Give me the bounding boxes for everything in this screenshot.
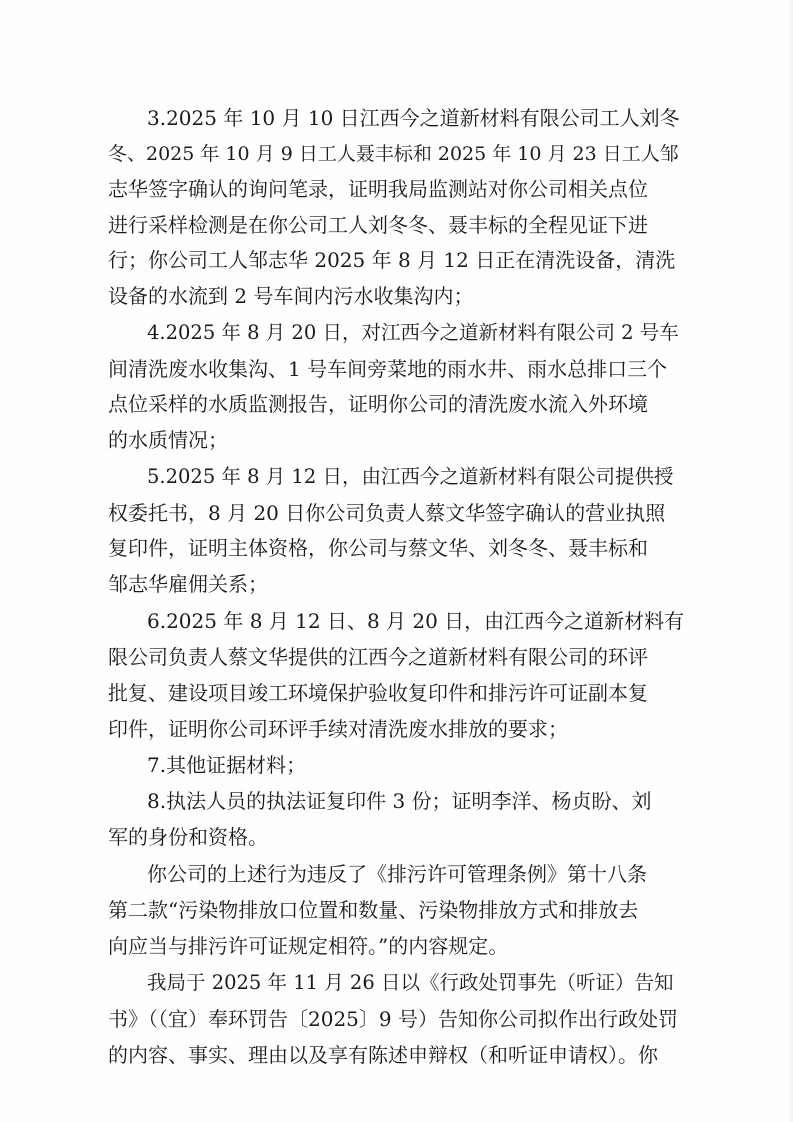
text-line: 向应当与排污许可证规定相符。”的内容规定。 [108, 934, 509, 958]
text-line: 第二款“污染物排放口位置和数量、污染物排放方式和排放去 [108, 898, 639, 922]
text-line: 书》（（宜）奉环罚告〔2025〕9 号）告知你公司拟作出行政处罚 [108, 1007, 678, 1031]
text-line: 邹志华雇佣关系； [108, 572, 268, 596]
text-line: 进行采样检测是在你公司工人刘冬冬、聂丰标的全程见证下进 [108, 213, 648, 237]
text-line: 复印件，证明主体资格，你公司与蔡文华、刘冬冬、聂丰标和 [108, 536, 648, 560]
text-line: 8.执法人员的执法证复印件 3 份；证明李洋、杨贞盼、刘 [147, 789, 652, 813]
text-line: 行；你公司工人邹志华 2025 年 8 月 12 日正在清洗设备，清洗 [108, 248, 676, 272]
text-line: 你公司的上述行为违反了《排污许可管理条例》第十八条 [147, 862, 647, 886]
text-line: 3.2025 年 10 月 10 日江西今之道新材料有限公司工人刘冬 [147, 106, 680, 130]
text-line: 冬、2025 年 10 月 9 日工人聂丰标和 2025 年 10 月 23 日工人邹 [108, 143, 679, 165]
text-line: 7.其他证据材料； [147, 753, 307, 777]
text-line: 5.2025 年 8 月 12 日，由江西今之道新材料有限公司提供授 [147, 465, 674, 488]
text-line: 的水质情况； [108, 428, 228, 452]
text-line: 设备的水流到 2 号车间内污水收集沟内； [108, 284, 474, 308]
text-line: 印件，证明你公司环评手续对清洗废水排放的要求； [108, 717, 568, 741]
text-line: 我局于 2025 年 11 月 26 日以《行政处罚事先（听证）告知 [147, 971, 674, 994]
text-line: 志华签字确认的询问笔录，证明我局监测站对你公司相关点位 [108, 177, 648, 201]
text-line: 4.2025 年 8 月 20 日，对江西今之道新材料有限公司 2 号车 [147, 321, 679, 344]
text-line: 6.2025 年 8 月 12 日、8 月 20 日，由江西今之道新材料有 [147, 609, 685, 633]
text-line: 的内容、事实、理由以及享有陈述申辩权（和听证申请权）。你 [108, 1043, 658, 1067]
text-line: 限公司负责人蔡文华提供的江西今之道新材料有限公司的环评 [108, 645, 648, 669]
text-line: 点位采样的水质监测报告，证明你公司的清洗废水流入外环境 [108, 392, 648, 416]
text-line: 批复、建设项目竣工环境保护验收复印件和排污许可证副本复 [108, 681, 648, 705]
scan-edge-shadow [787, 0, 793, 1122]
text-line: 权委托书，8 月 20 日你公司负责人蔡文华签字确认的营业执照 [108, 501, 666, 525]
text-line: 间清洗废水收集沟、1 号车间旁菜地的雨水井、雨水总排口三个 [108, 357, 668, 381]
text-line: 军的身份和资格。 [108, 825, 268, 849]
